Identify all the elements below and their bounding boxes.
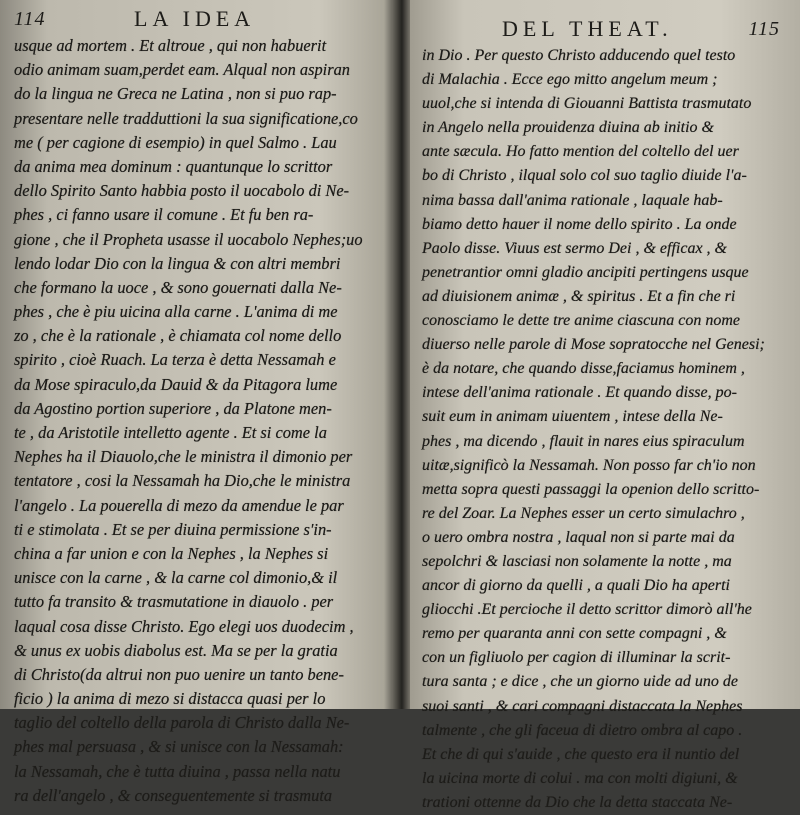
text-line: penetrantior omni gladio ancipiti pertingens usque xyxy=(422,263,749,281)
book-gutter xyxy=(392,0,410,709)
text-line: phes , ci fanno usare il comune . Et fu ben ra- xyxy=(14,205,314,225)
text-line: in Angelo nella prouidenza diuina ab initio & xyxy=(422,119,714,137)
text-line: remo per quaranta anni con sette compagni , & xyxy=(422,625,727,643)
text-line: unisce con la carne , & la carne col dimonio,& il xyxy=(14,568,338,588)
text-line: talmente , che gli faceua di dietro ombra al capo . xyxy=(422,721,743,739)
text-line: re del Zoar. La Nephes esser un certo simulachro , xyxy=(422,504,745,522)
text-line: do la lingua ne Greca ne Latina , non si puo rap- xyxy=(14,84,337,104)
text-line: phes mal persuasa , & si unisce con la Nessamah: xyxy=(14,737,344,757)
text-line: ad diuisionem animæ , & spiritus . Et a fin che ri xyxy=(422,287,736,305)
text-line: te , da Aristotile intelletto agente . Et si come la xyxy=(14,423,327,442)
text-line: in Dio . Per questo Christo adducendo quel testo xyxy=(422,47,736,64)
text-line: spirito , cioè Ruach. La terza è detta Nessamah e xyxy=(14,350,336,370)
text-line: biamo detto hauer il nome dello spirito . La onde xyxy=(422,215,737,233)
text-line: che formano la uoce , & sono gouernati dalla Ne- xyxy=(14,277,342,297)
text-line: diuerso nelle parole di Mose sopratocche nel Genesi; xyxy=(422,336,765,354)
text-line: intese dell'anima rationale . Et quando disse, po- xyxy=(422,384,737,402)
left-page-text xyxy=(14,34,380,808)
text-line: lendo lodar Dio con la lingua & con altri membri xyxy=(14,253,341,273)
right-page-header xyxy=(422,14,794,44)
text-line: ra dell'angelo , & conseguentemente si trasmuta xyxy=(14,785,333,805)
text-line: & unus ex uobis diabolus est. Ma se per la gratia xyxy=(14,640,338,660)
text-line: ti e stimolata . Et se per diuina permissione s'in- xyxy=(14,519,332,539)
left-page xyxy=(0,0,394,805)
text-line: suoi santi , & cari compagni distaccata la Nephes xyxy=(422,697,743,715)
text-line: è da notare, che quando disse,faciamus hominem , xyxy=(422,360,745,378)
text-line: Paolo disse. Viuus est sermo Dei , & efficax , & xyxy=(422,239,727,257)
text-line: da Mose spiraculo,da Dauid & da Pitagora lume xyxy=(14,374,338,394)
text-line: metta sopra questi passaggi la openion dello scritto- xyxy=(422,480,760,498)
text-line: da Agostino portion superiore , da Platone men- xyxy=(14,398,332,418)
text-line: me ( per cagione di esempio) in quel Salmo . Lau xyxy=(14,132,337,152)
right-page-text xyxy=(422,44,794,815)
text-line: suit eum in animam uiuentem , intese della Ne- xyxy=(422,408,723,426)
text-line: laqual cosa disse Christo. Ego elegi uos duodecim , xyxy=(14,616,354,636)
text-line: usque ad mortem . Et altroue , qui non habuerit xyxy=(14,36,327,55)
text-line: dello Spirito Santo habbia posto il uocabolo di Ne- xyxy=(14,181,350,201)
text-line: con un figliuolo per cagion di illuminar la scrit- xyxy=(422,649,731,667)
text-line: da anima mea dominum : quantunque lo scrittor xyxy=(14,156,333,176)
text-line: o uero ombra nostra , laqual non si parte mai da xyxy=(422,528,735,546)
text-line: gione , che il Propheta usasse il uocabolo Nephes;uo xyxy=(14,229,363,249)
text-line: tentatore , cosi la Nessamah ha Dio,che le ministra xyxy=(14,471,351,491)
text-line: sepolchri & lasciasi non solamente la notte , ma xyxy=(422,552,732,570)
text-line: Nephes ha il Diauolo,che le ministra il dimonio per xyxy=(14,447,353,467)
text-line: tura santa ; e dice , che un giorno uide ad uno de xyxy=(422,673,738,691)
text-line: di Malachia . Ecce ego mitto angelum meum ; xyxy=(422,71,718,89)
text-line: trationi ottenne da Dio che la detta staccata Ne- xyxy=(422,793,733,811)
text-line: china a far union e con la Nephes , la Nephes si xyxy=(14,543,329,563)
text-line: Et che di qui s'auide , che questo era il nuntio del xyxy=(422,745,740,763)
text-line: taglio del coltello della parola di Christo dalla Ne- xyxy=(14,713,350,733)
running-title: LA IDEA xyxy=(134,6,256,31)
text-line: uitæ,significò la Nessamah. Non posso far ch'io non xyxy=(422,456,756,474)
text-line: bo di Christo , ilqual solo col suo taglio diuide l'a- xyxy=(422,167,747,185)
text-line: tutto fa transito & trasmutatione in diauolo . per xyxy=(14,592,334,612)
text-line: ante sæcula. Ho fatto mention del coltello del uer xyxy=(422,143,739,161)
text-line: di Christo(da altrui non puo uenire un tanto bene- xyxy=(14,664,344,684)
text-line: odio animam suam,perdet eam. Alqual non aspiran xyxy=(14,60,350,80)
text-line: la uicina morte di colui . ma con molti digiuni, & xyxy=(422,769,738,787)
page-number: 114 xyxy=(14,8,46,30)
text-line: gliocchi .Et percioche il detto scrittor dimorò all'he xyxy=(422,601,752,619)
text-line: presentare nelle tradduttioni la sua significatione,co xyxy=(14,108,358,128)
text-line: ficio ) la anima di mezo si distacca quasi per lo xyxy=(14,689,326,709)
right-page xyxy=(410,0,800,811)
text-line: la Nessamah, che è tutta diuina , passa nella natu xyxy=(14,761,341,781)
running-title: DEL THEAT. xyxy=(502,16,673,41)
text-line: phes , che è piu uicina alla carne . L'anima di me xyxy=(14,302,338,322)
text-line: ancor di giorno da quelli , a quali Dio ha aperti xyxy=(422,577,730,595)
text-line: conosciamo le dette tre anime ciascuna con nome xyxy=(422,312,740,330)
text-line: zo , che è la rationale , è chiamata col nome dello xyxy=(14,326,342,346)
page-number: 115 xyxy=(748,18,780,40)
text-line: phes , ma dicendo , flauit in nares eius spiraculum xyxy=(422,432,745,450)
text-line: uuol,che si intenda di Giouanni Battista trasmutato xyxy=(422,95,752,113)
text-line: l'angelo . La pouerella di mezo da amendue le par xyxy=(14,495,344,515)
left-page-header xyxy=(14,4,380,34)
text-line: nima bassa dall'anima rationale , laquale hab- xyxy=(422,191,723,209)
